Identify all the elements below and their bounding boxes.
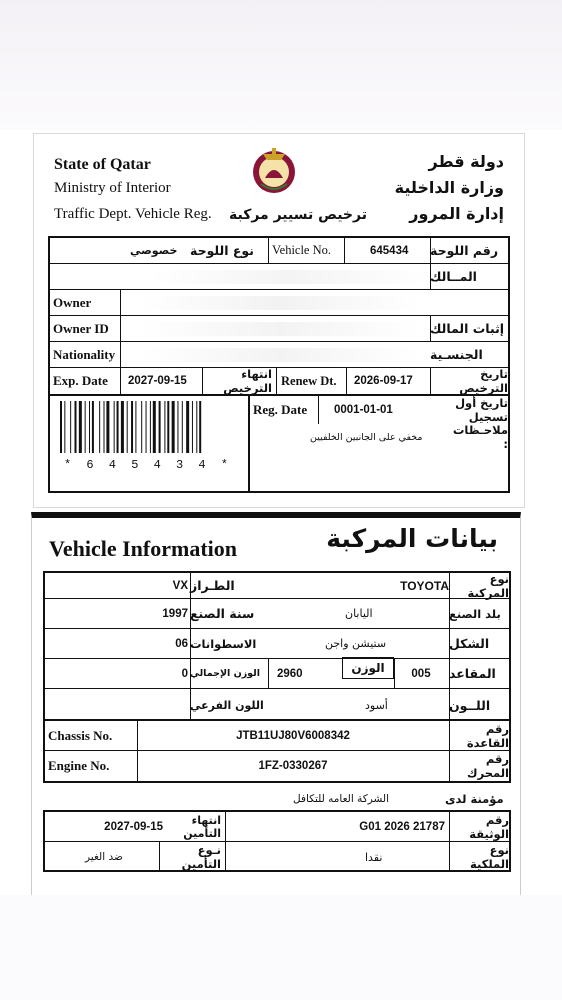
reg-date-value: 0001-01-01 (334, 404, 393, 416)
vehicle-info-title-ar: بيانات المركبة (326, 524, 498, 553)
remarks-label: ملاحـظات : (452, 423, 508, 451)
insured-row (43, 787, 511, 811)
shape-value: ستيشن واجن (325, 637, 387, 650)
policy-value: G01 2026 21787 (359, 820, 445, 833)
vehicle-no-value: 645434 (370, 244, 409, 257)
country-label: بلد الصنع (449, 606, 501, 621)
insured-label: مؤمنة لدى (445, 792, 504, 806)
seats-row (45, 659, 509, 689)
seats-value: 005 (411, 667, 431, 680)
department-name-ar: إدارة المرور (409, 204, 504, 223)
policy-label: رقم الوثيقة (469, 812, 509, 841)
plate-type-value: خصوصي (130, 244, 178, 257)
gross-weight-label: الوزن الإجمالي (190, 668, 260, 679)
engine-row (45, 751, 509, 781)
plate-row (50, 238, 508, 264)
owner-label: Owner (53, 294, 92, 310)
owner-id-label-ar: إثبات المالك (430, 321, 505, 336)
chassis-value: JTB11UJ80V6008342 (236, 729, 350, 742)
owner-row (50, 290, 508, 316)
redacted-owner (140, 296, 420, 310)
permit-date-label: تاريخ الترخيص (459, 367, 508, 395)
background-top (0, 0, 562, 130)
weight-value: 2960 (277, 667, 303, 680)
model-value: VX (172, 579, 188, 592)
ownership-row (45, 842, 509, 872)
sub-color-label: اللون الفرعي (190, 698, 264, 712)
gross-weight-value: 0 (181, 667, 188, 680)
vehicle-info-title: Vehicle Information (49, 536, 238, 561)
ins-type-value: ضد الغير (85, 851, 123, 863)
specs-table (43, 571, 511, 721)
plate-no-label: رقم اللوحة (430, 243, 499, 258)
chassis-label-ar: رقم القاعدة (466, 721, 509, 750)
permit-expiry-label: انتهاء الترخيص (223, 367, 272, 395)
insurance-table (43, 810, 511, 872)
barcode-icon (58, 401, 238, 453)
year-value: 1997 (162, 607, 188, 620)
barcode-number: * 6 4 5 4 3 4 * (63, 458, 233, 472)
policy-row (45, 812, 509, 842)
ins-expiry-label: انتهاء التأمين (183, 813, 221, 840)
owner-id-label: Owner ID (53, 320, 109, 336)
renew-value: 2026-09-17 (354, 375, 413, 387)
engine-label: Engine No. (48, 758, 110, 773)
country-row (45, 599, 509, 629)
ownership-value: نقدا (365, 850, 383, 864)
color-row (45, 689, 509, 721)
reg-date-label: Reg. Date (253, 402, 308, 417)
dates-row (50, 368, 508, 396)
remarks-value: مخفي على الجانبين الخلفيين (310, 431, 423, 443)
exp-date-label: Exp. Date (53, 373, 108, 388)
chassis-label: Chassis No. (48, 727, 113, 743)
insured-value: الشركة العامه للتكافل (293, 793, 390, 805)
chassis-engine-table (43, 721, 511, 783)
shape-row (45, 629, 509, 659)
make-label: نوع المركبة (467, 571, 509, 600)
plate-type-label: نوع اللوحة (190, 243, 254, 258)
country-name-en: State of Qatar (54, 156, 151, 173)
color-value: أسود (365, 698, 388, 712)
country-value: اليابان (345, 607, 373, 620)
permit-title-ar: ترخيص تسيير مركبة (229, 207, 367, 223)
ins-type-label: نـوع التأمين (181, 843, 221, 871)
vehicle-info-card (31, 512, 521, 895)
redacted-owner-id (140, 322, 420, 336)
ins-expiry-value: 2027-09-15 (104, 820, 163, 833)
exp-date-value: 2027-09-15 (128, 375, 187, 387)
vehicle-no-label: Vehicle No. (272, 243, 332, 257)
nationality-label-ar: الجنسـية (430, 347, 483, 362)
model-label: الطـراز (190, 578, 235, 593)
make-row (45, 573, 509, 599)
background-bottom (0, 895, 562, 1000)
cylinders-label: الاسطوانات (190, 636, 257, 651)
year-label: سنة الصنع (190, 606, 255, 621)
shape-label: الشكل (449, 636, 490, 651)
first-reg-label: تاريخ أول تسجيل (455, 396, 508, 424)
ownership-label: نوع الملكية (469, 843, 509, 871)
redacted-owner-ar (150, 270, 430, 284)
registration-card (33, 133, 525, 508)
qatar-emblem-icon (251, 144, 297, 196)
chassis-row (45, 721, 509, 751)
remarks-row (250, 424, 512, 450)
redacted-nationality (140, 348, 420, 362)
nationality-row (50, 342, 508, 368)
barcode-block (50, 396, 250, 491)
renew-label: Renew Dt. (281, 373, 337, 388)
seats-label: المقاعد (449, 666, 496, 681)
make-value: TOYOTA (400, 578, 449, 593)
cylinders-value: 06 (175, 637, 188, 650)
owner-id-row (50, 316, 508, 342)
color-label: اللــون (449, 697, 491, 713)
country-name-ar: دولة قطر (428, 152, 504, 171)
owner-label-ar: المــالك (430, 269, 477, 284)
ministry-name-en: Ministry of Interior (54, 180, 171, 196)
reg-date-row (250, 396, 512, 424)
owner-ar-row (50, 264, 508, 290)
weight-label: الوزن (342, 657, 394, 679)
ministry-name-ar: وزارة الداخلية (394, 178, 504, 197)
engine-label-ar: رقم المحرك (467, 752, 509, 780)
department-name-en: Traffic Dept. Vehicle Reg. (54, 206, 212, 222)
engine-value: 1FZ-0330267 (258, 760, 328, 772)
registration-table (48, 236, 510, 493)
nationality-label: Nationality (53, 346, 116, 362)
